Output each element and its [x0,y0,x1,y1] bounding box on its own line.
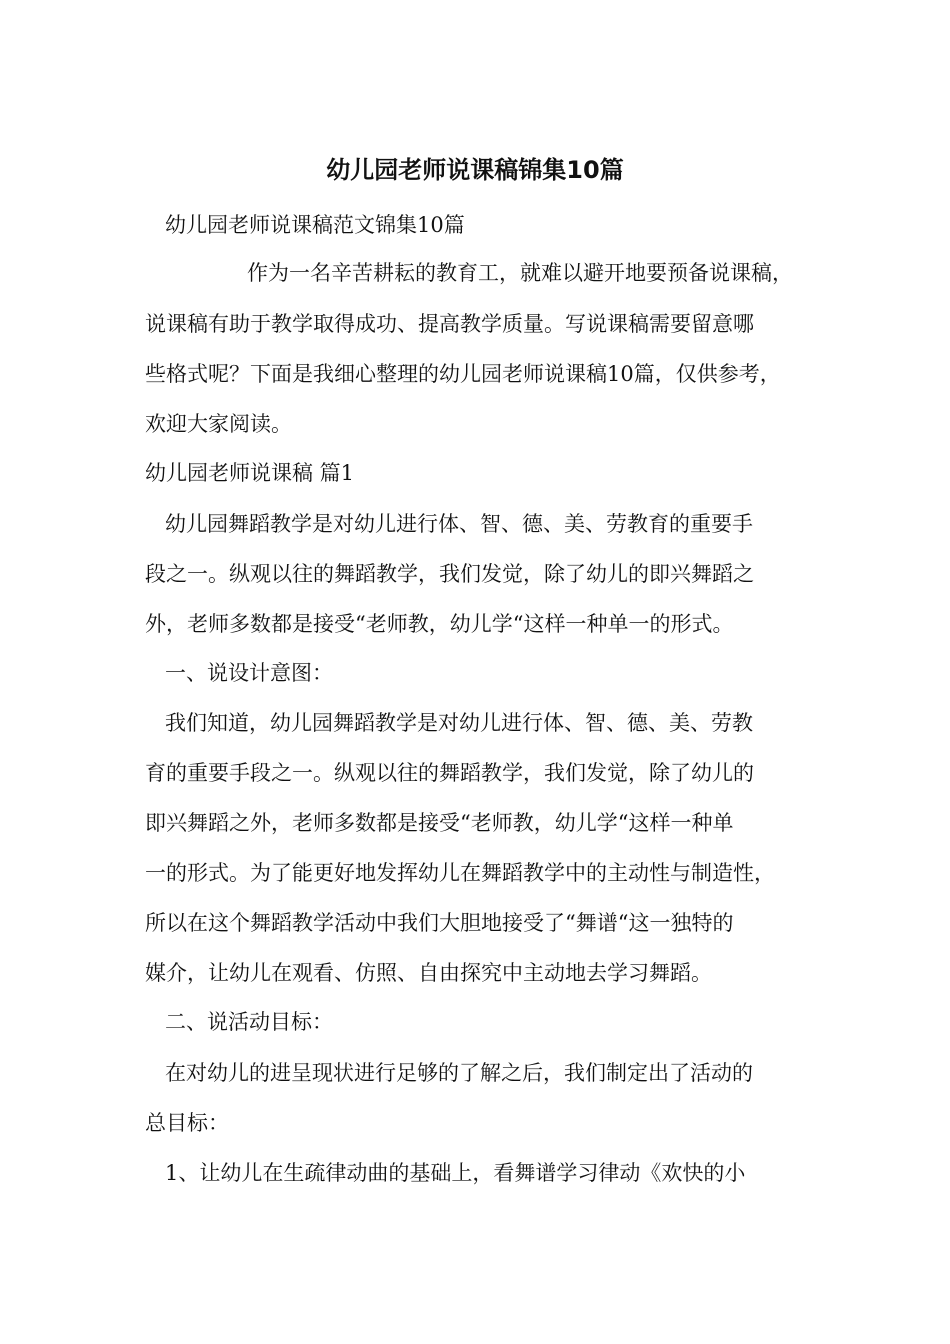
heading-activity-goals: 二、说活动目标： [165,1010,333,1034]
paragraph-3-line-2: 总目标： [145,1111,229,1135]
paragraph-2-line-3: 即兴舞蹈之外，老师多数都是接受“老师教，幼儿学“这样一种单 [145,811,734,835]
section-heading: 幼儿园老师说课稿 篇1 [145,461,355,485]
intro-line-3: 些格式呢？下面是我细心整理的幼儿园老师说课稿10篇，仅供参考， [145,362,781,386]
subtitle: 幼儿园老师说课稿范文锦集10篇 [165,213,465,237]
intro-line-4: 欢迎大家阅读。 [145,412,292,436]
paragraph-2-line-1: 我们知道，幼儿园舞蹈教学是对幼儿进行体、智、德、美、劳教 [165,711,753,735]
paragraph-1-line-2: 段之一。纵观以往的舞蹈教学，我们发觉，除了幼儿的即兴舞蹈之 [145,562,754,586]
heading-design-intent: 一、说设计意图： [165,661,333,685]
list-item-1: 1、让幼儿在生疏律动曲的基础上，看舞谱学习律动《欢快的小 [165,1161,746,1185]
paragraph-2-line-5: 所以在这个舞蹈教学活动中我们大胆地接受了“舞谱“这一独特的 [145,911,734,935]
paragraph-1-line-3: 外，老师多数都是接受“老师教，幼儿学“这样一种单一的形式。 [145,612,734,636]
intro-line-2: 说课稿有助于教学取得成功、提高教学质量。写说课稿需要留意哪 [145,312,754,336]
paragraph-2-line-6: 媒介，让幼儿在观看、仿照、自由探究中主动地去学习舞蹈。 [145,961,712,985]
paragraph-3-line-1: 在对幼儿的进呈现状进行足够的了解之后，我们制定出了活动的 [165,1061,753,1085]
paragraph-2-line-4: 一的形式。为了能更好地发挥幼儿在舞蹈教学中的主动性与制造性， [145,861,775,885]
intro-line-1: 作为一名辛苦耕耘的教育工，就难以避开地要预备说课稿， [247,261,793,285]
paragraph-2-line-2: 育的重要手段之一。纵观以往的舞蹈教学，我们发觉，除了幼儿的 [145,761,754,785]
paragraph-1-line-1: 幼儿园舞蹈教学是对幼儿进行体、智、德、美、劳教育的重要手 [165,512,753,536]
document-title: 幼儿园老师说课稿锦集10篇 [326,156,624,184]
